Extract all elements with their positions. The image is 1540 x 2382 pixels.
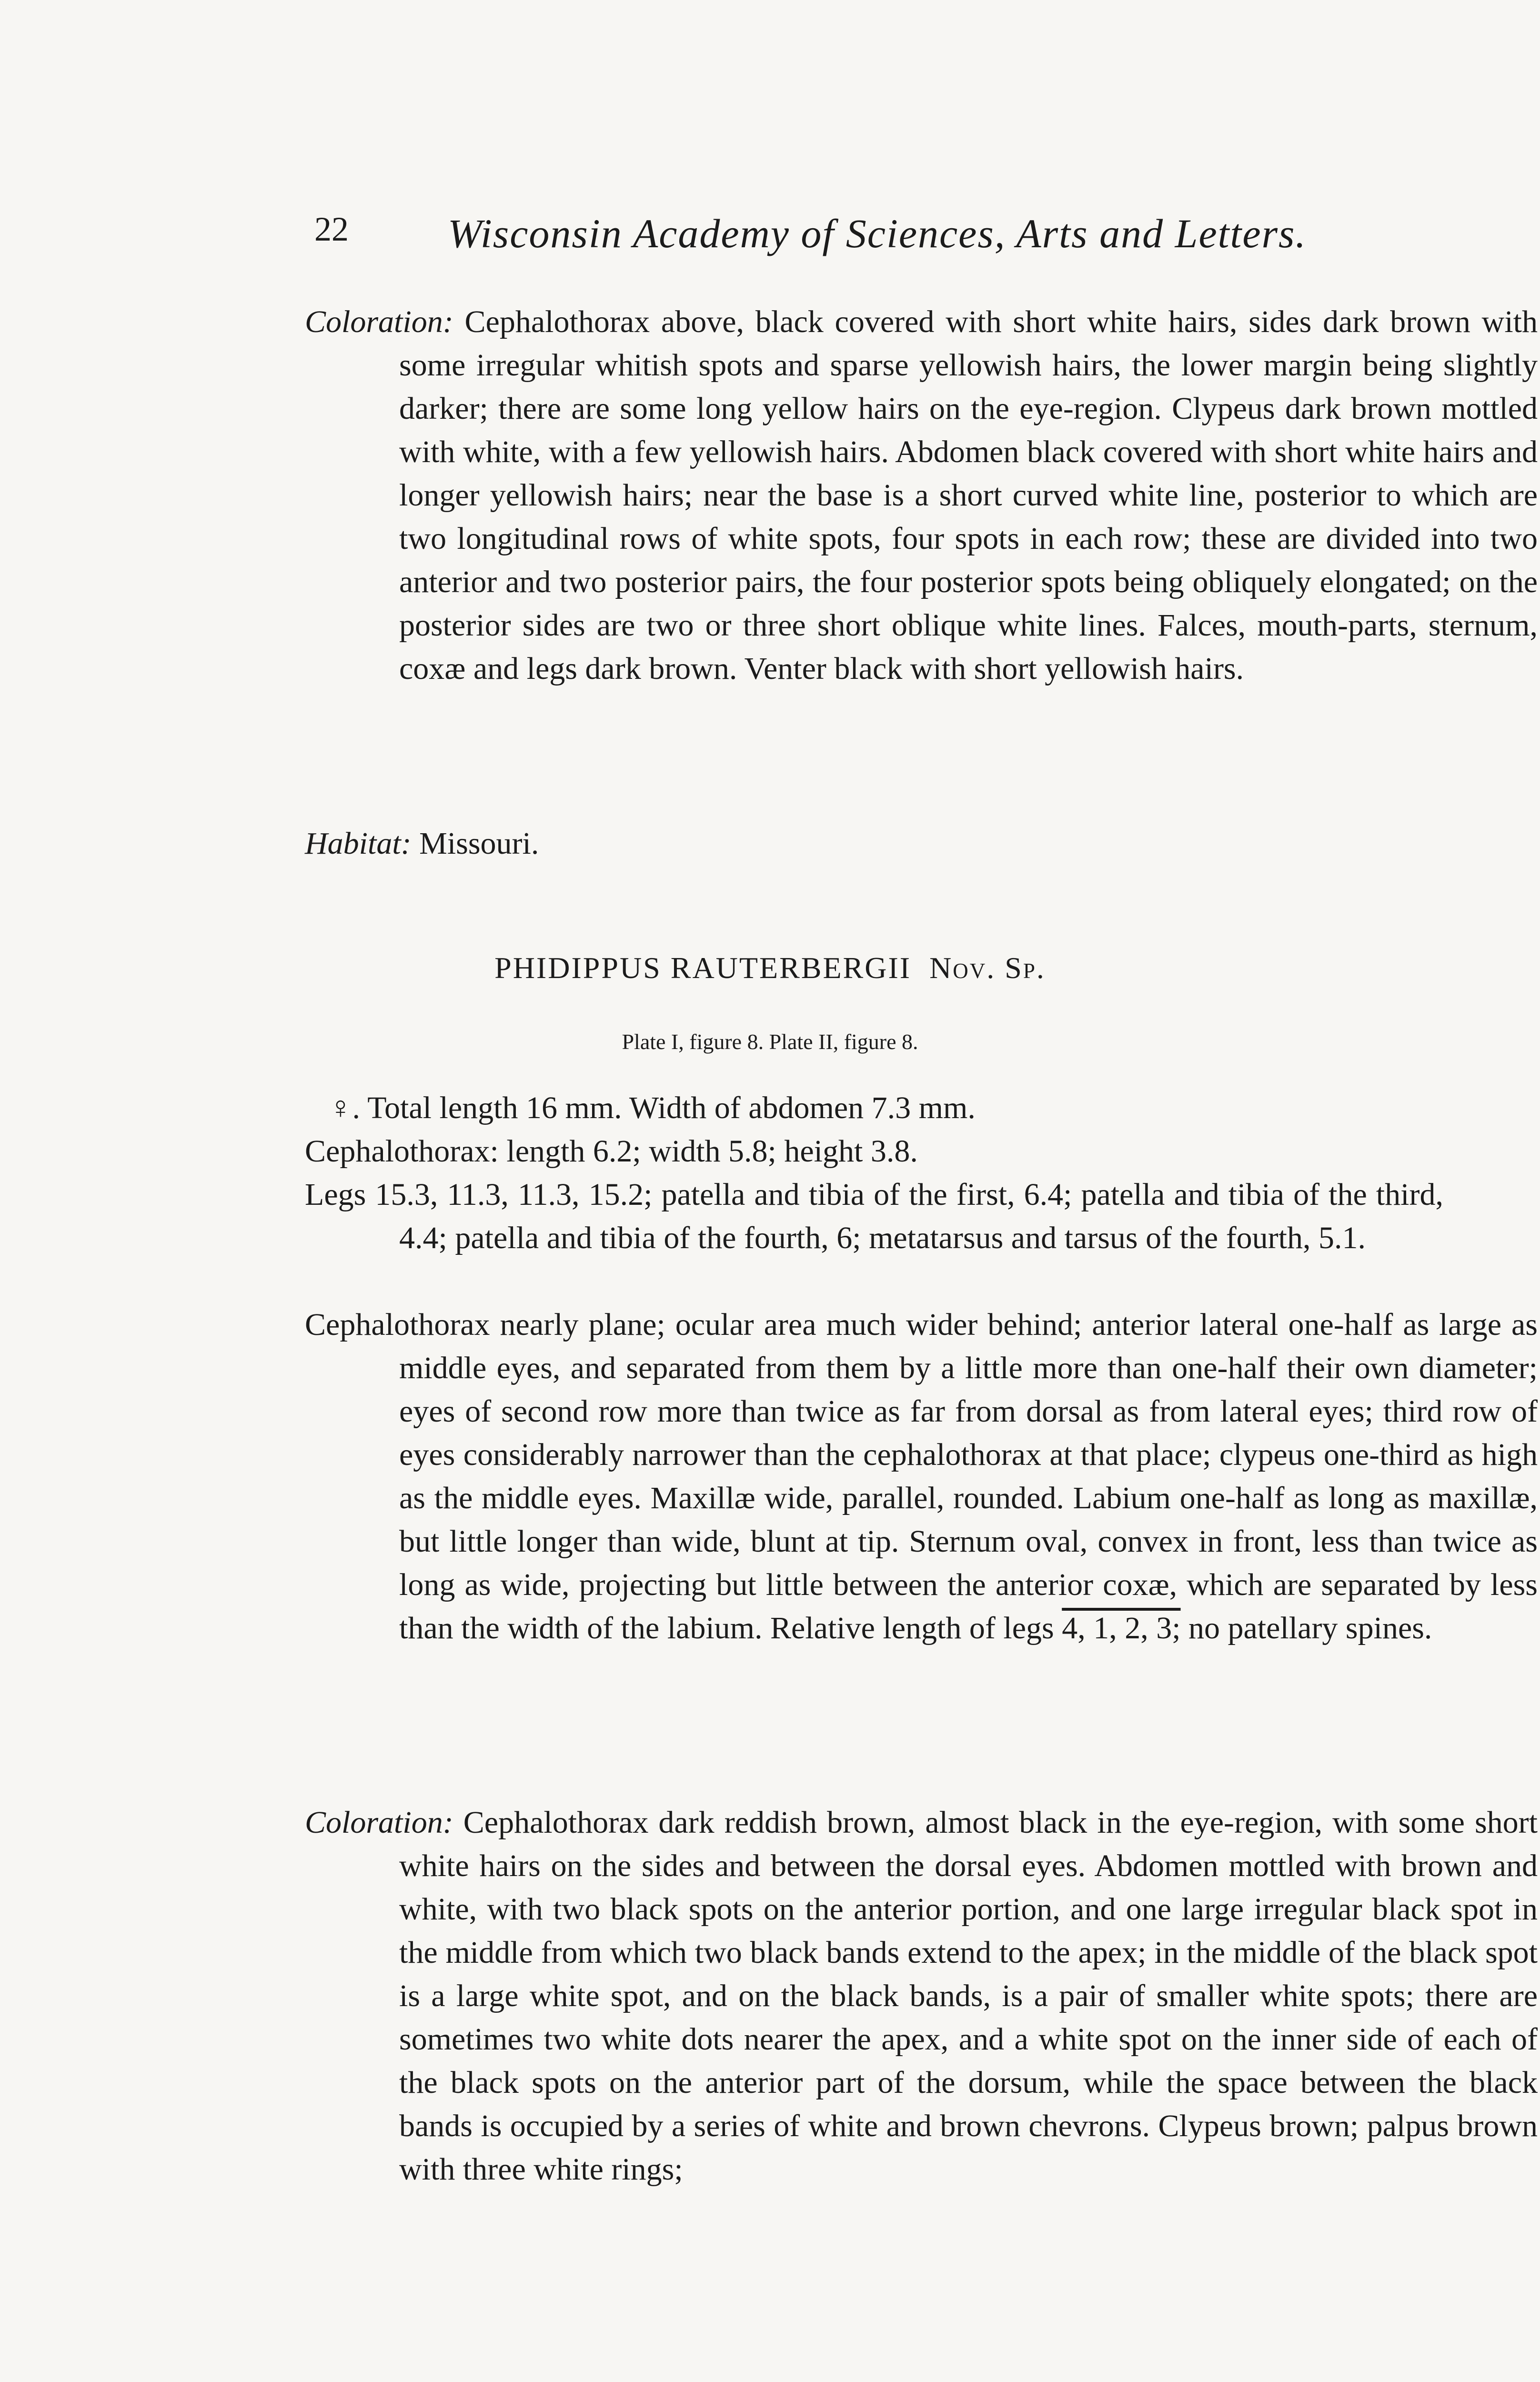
- measurements-block: [305, 1086, 1443, 1260]
- description-paragraph: [305, 1303, 1538, 1650]
- description-end: no patellary spines.: [1188, 1611, 1432, 1645]
- page-header: [314, 210, 1324, 262]
- coloration-text: Cephalothorax above, black covered with short white hairs, sides dark brown with some irregular whitish spots and sparse yellowish hairs, the lower margin being slightly darker; there are some long yellow hairs on the eye-region. Clypeus dark brown mottled with white, with a few yellowish hairs. Abdomen black covered with short white hairs and longer yellowish hairs; near the base is a short curved white line, posterior to which are two longitudinal rows of white spots, four spots in each row; these are divided into two anterior and two posterior pairs, the four posterior spots being obliquely elongated; on the posterior sides are two or three short oblique white lines. Falces, mouth-parts, sternum, coxæ and legs dark brown. Venter black with short yellowish hairs.: [399, 304, 1538, 686]
- plate-reference: Plate I, figure 8. Plate II, figure 8.: [622, 1030, 918, 1054]
- measurement-legs: Legs 15.3, 11.3, 11.3, 15.2; patella and tibia of the first, 6.4; patella and tibia of the third, 4.4; patella and tibia of the fourth, 6; metatarsus and tarsus of the fourth, 5.1.: [305, 1177, 1443, 1255]
- measurement-cephalothorax: Cephalothorax: length 6.2; width 5.8; height 3.8.: [305, 1134, 918, 1169]
- coloration-paragraph: [305, 300, 1538, 690]
- habitat-label: Habitat:: [305, 826, 412, 861]
- running-title: Wisconsin Academy of Sciences, Arts and Letters.: [448, 211, 1307, 256]
- description-text: Cephalothorax nearly plane; ocular area much wider behind; anterior lateral one-half as large as middle eyes, and separated from them by a little more than one-half their own diameter; eyes of second row more than twice as far from dorsal as from lateral eyes; third row of eyes considerably narrower than the cephalothorax at that place; clypeus one-third as high as the middle eyes. Maxillæ wide, parallel, rounded. Labium one-half as long as maxillæ, but little longer than wide, blunt at tip. Sternum oval, convex in front, less than twice as long as wide, projecting but little between the anterior coxæ, which are separated by less than the width of the labium. Relative length of legs: [305, 1307, 1538, 1645]
- habitat-text: Missouri.: [419, 826, 539, 861]
- species-suffix: Nov. Sp.: [929, 951, 1046, 985]
- species-heading: [0, 950, 1540, 986]
- page-number: 22: [314, 210, 349, 248]
- species-name: PHIDIPPUS RAUTERBERGII: [494, 951, 912, 985]
- legs-order: 4, 1, 2, 3;: [1062, 1611, 1181, 1645]
- coloration2-text: Cephalothorax dark reddish brown, almost black in the eye-region, with some short white hairs on the sides and between the dorsal eyes. Abdomen mottled with brown and white, with two black spots on the anterior portion, and one large irregular black spot in the middle from which two black bands extend to the apex; in the middle of the black spot is a large white spot, and on the black bands, is a pair of smaller white spots; there are sometimes two white dots nearer the apex, and a white spot on the inner side of each of the black spots on the anterior part of the dorsum, while the space between the black bands is occupied by a series of white and brown chevrons. Clypeus brown; palpus brown with three white rings;: [399, 1805, 1538, 2187]
- habitat-line: [305, 822, 1443, 865]
- coloration2-label: Coloration:: [305, 1805, 453, 1840]
- coloration2-paragraph: [305, 1801, 1538, 2191]
- coloration-label: Coloration:: [305, 304, 453, 339]
- measurement-total: ♀. Total length 16 mm. Width of abdomen 7.3 mm.: [329, 1090, 976, 1125]
